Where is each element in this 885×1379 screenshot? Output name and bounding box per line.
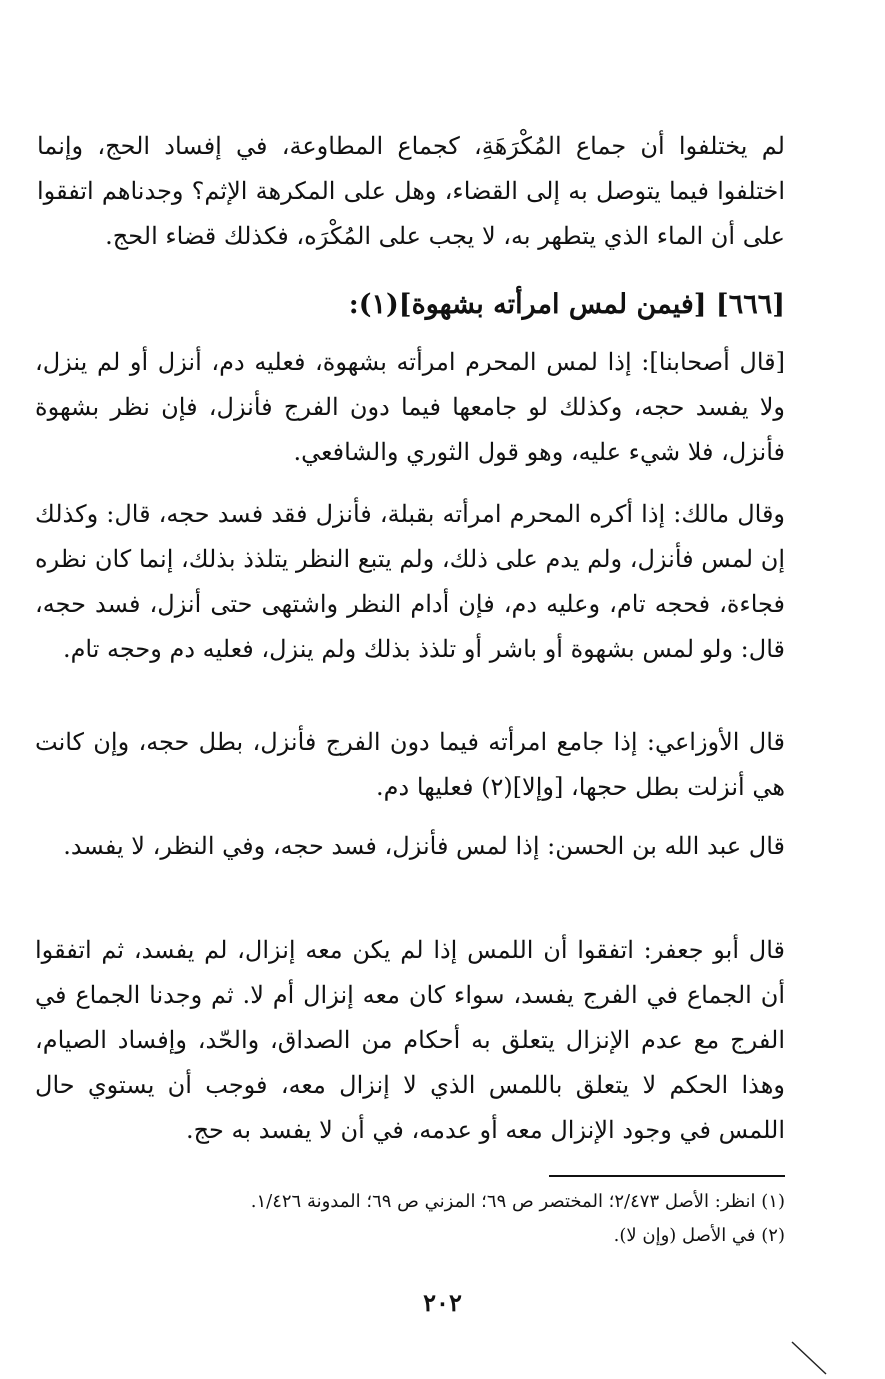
paragraph-our-companions: [قال أصحابنا]: إذا لمس المحرم امرأته بشهوة، فعليه دم، أنزل أو لم ينزل، ولا يفسد حجه، وكذلك لو جامعها فيما دون الفرج فأنزل، فإن نظر بشهوة فأنزل، فلا شيء عليه، وهو قول الثوري والشافعي. [35,348,785,466]
paragraph-malik: وقال مالك: إذا أكره المحرم امرأته بقبلة، فأنزل فقد فسد حجه، قال: وكذلك إن لمس فأنزل، ولم يدم على ذلك، ولم يتبع النظر يتلذذ بذلك، إنما كان نظره فجاءة، فحجه تام، وعليه دم، فإن أدام النظر واشتهى حتى أنزل، فسد حجه، قال: ولو لمس بشهوة أو باشر أو تلذذ بذلك ولم ينزل، فعليه دم وحجه تام. [35,500,785,663]
paragraph-intro: لم يختلفوا أن جماع المُكْرَهَةِ، كجماع المطاوعة، في إفساد الحج، وإنما اختلفوا فيما يتوصل به إلى القضاء، وهل على المكرهة الإثم؟ وجدناهم اتفقوا على أن الماء الذي يتطهر به، لا يجب على المُكْرَه، فكذلك قضاء الحج. [37,132,785,250]
footnote-1: (١) انظر: الأصل ٢/٤٧٣؛ المختصر ص ٦٩؛ المزني ص ٦٩؛ المدونة ١/٤٢٦. [250,1191,785,1212]
paragraph-abdullah-ibn-hasan: قال عبد الله بن الحسن: إذا لمس فأنزل، فسد حجه، وفي النظر، لا يفسد. [63,832,785,860]
paragraph-abu-jafar: قال أبو جعفر: اتفقوا أن اللمس إذا لم يكن معه إنزال، لم يفسد، ثم اتفقوا أن الجماع في الفرج يفسد، سواء كان معه إنزال أم لا. ثم وجدنا الجماع في الفرج مع عدم الإنزال يتعلق به أحكام من الصداق، والحّد، وإفساد الصيام، وهذا الحكم لا يتعلق باللمس الذي لا إنزال معه، فوجب أن يستوي حال اللمس في وجود الإنزال معه أو عدمه، في أن لا يفسد به حج. [35,936,785,1144]
footnote-divider [549,1175,785,1177]
page-number: ٢٠٢ [423,1288,462,1317]
paragraph-awzai: قال الأوزاعي: إذا جامع امرأته فيما دون الفرج فأنزل، بطل حجه، وإن كانت هي أنزلت بطل حجها، [وإلا](٢) فعليها دم. [35,728,785,801]
footnote-2: (٢) في الأصل (وإن لا). [613,1225,785,1246]
scan-edge-mark [790,1340,830,1376]
section-heading: [٦٦٦] [فيمن لمس امرأته بشهوة](١): [348,289,785,320]
